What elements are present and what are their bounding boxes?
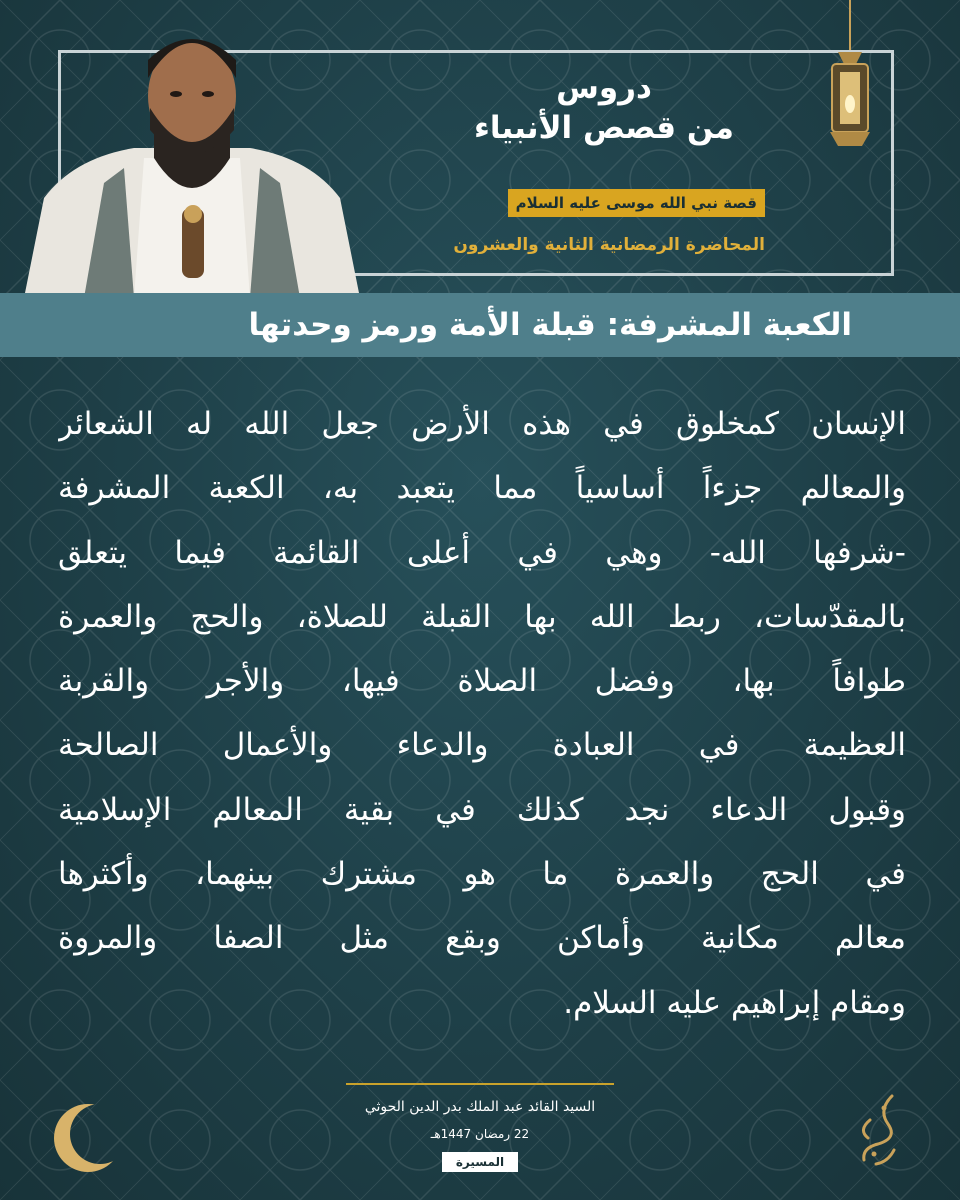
crescent-moon-icon <box>52 1098 122 1176</box>
quote-line: والمعالم جزءاً أساسياً مما يتعبد به، الكعبة المشرفة <box>58 470 906 507</box>
quote-body <box>58 392 906 1035</box>
date-label: 22 رمضان 1447هـ <box>430 1127 530 1141</box>
quote-line: الإنسان كمخلوق في هذه الأرض جعل الله له الشعائر <box>58 406 906 442</box>
title-bar <box>0 293 960 357</box>
quote-line: ومقام إبراهيم عليه السلام. <box>563 984 906 1021</box>
footer-divider <box>346 1083 614 1085</box>
quote-line: وقبول الدعاء نجد كذلك في بقية المعالم الإسلامية <box>58 791 906 828</box>
quote-line: طوافاً بها، وفضل الصلاة فيها، والأجر والقربة <box>58 663 906 700</box>
quote-line: بالمقدّسات، ربط الله بها القبلة للصلاة، والحج والعمرة <box>58 598 906 635</box>
quote-line: في الحج والعمرة ما هو مشترك بينهما، وأكثرها <box>58 856 906 893</box>
speaker-portrait <box>14 8 370 298</box>
quote-line: -شرفها الله- وهي في أعلى القائمة فيما يتعلق <box>58 534 906 571</box>
ramadan-calligraphy-icon <box>848 1090 908 1170</box>
series-title-line1: دروس <box>556 70 652 106</box>
lantern-icon <box>818 0 882 160</box>
series-title-line2: من قصص الأنبياء <box>474 110 734 146</box>
lecture-label: المحاضرة الرمضانية الثانية والعشرون <box>453 235 765 255</box>
quote-line: العظيمة في العبادة والدعاء والأعمال الصالحة <box>58 727 906 764</box>
page-title: الكعبة المشرفة: قبلة الأمة ورمز وحدتها <box>248 307 852 343</box>
story-badge: قصة نبي الله موسى عليه السلام <box>508 189 765 217</box>
brand-logo: المسيرة <box>442 1152 518 1172</box>
author-name: السيد القائد عبد الملك بدر الدين الحوثي <box>364 1099 596 1115</box>
series-title <box>444 68 764 148</box>
quote-line: معالم مكانية وأماكن وبقع مثل الصفا والمروة <box>58 920 906 957</box>
